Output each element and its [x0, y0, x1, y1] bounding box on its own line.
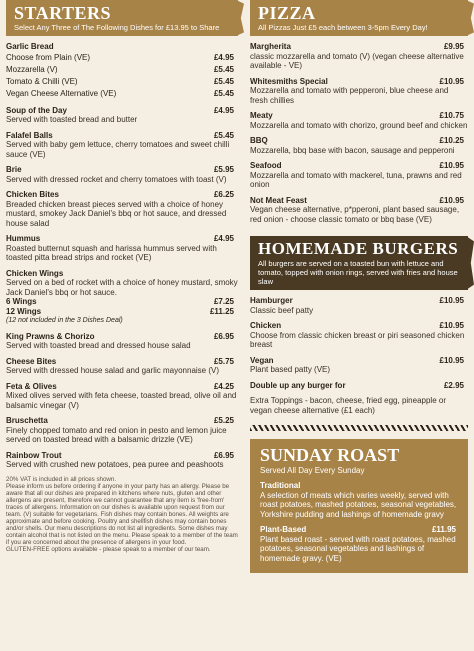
menu-item: [6, 234, 238, 263]
menu-item: [250, 77, 468, 106]
menu-item: [6, 165, 238, 184]
pizza-subtitle: All Pizzas Just £5 each between 3-5pm Every Day!: [258, 23, 428, 32]
item-price: £10.95: [439, 355, 464, 365]
item-price: £9.95: [443, 42, 464, 51]
menu-item: [250, 111, 468, 130]
item-price: £10.75: [439, 111, 464, 120]
item-description: Classic beef patty: [250, 305, 314, 315]
starters-subtitle: Select Any Three of The Following Dishes for £13.95 to Share: [14, 23, 220, 32]
item-price: £6.25: [213, 190, 234, 199]
item-name: Chicken: [250, 321, 282, 330]
option-price: £5.45: [213, 76, 234, 86]
item-description: Served on a bed of rocket with a choice of honey mustard, smoky Jack Daniel's bbq or hot sauce.: [6, 278, 238, 297]
item-name: Hummus: [6, 234, 41, 243]
burgers-subtitle: All burgers are served on a toasted bun with lettuce and tomato, topped with onion rings, served with fries and house slaw: [258, 259, 458, 286]
pizza-banner: [250, 0, 468, 36]
menu-item: [6, 190, 238, 228]
option-price: £5.45: [213, 88, 234, 98]
item-description: Vegan cheese alternative, p*pperoni, plant based sausage, red onion - choose classic tomato or bbq base (VE): [250, 205, 460, 224]
item-description: Plant based roast - served with roast potatoes, mashed potatoes, seasonal vegetables and lashings of homemade gravy. (VE): [260, 534, 456, 563]
item-price: £4.95: [213, 105, 234, 115]
item-description: Choose from classic chicken breast or piri seasoned chicken breast: [250, 330, 465, 349]
sunday-subtitle: Served All Day Every Sunday: [260, 466, 365, 475]
item-description: Served with dressed house salad and garlic mayonnaise (V): [6, 366, 220, 375]
item-price: £5.45: [213, 130, 234, 140]
item-description: Mozzarella and tomato with chorizo, ground beef and chicken: [250, 120, 468, 130]
item-name: Seafood: [250, 161, 282, 170]
sunday-title: SUNDAY ROAST: [260, 445, 400, 465]
zigzag-divider: [250, 425, 468, 431]
item-price: [456, 481, 460, 491]
item-description: classic mozzarella and tomato (V) (vegan cheese alternative available - VE): [250, 51, 464, 70]
item-description: Roasted butternut squash and harissa hummus served with toasted pitta bread strips and rocket (VE): [6, 243, 217, 262]
item-name: Falafel Balls: [6, 130, 53, 140]
menu-item: [6, 131, 238, 160]
item-description: Served with toasted bread and dressed house salad: [6, 341, 191, 350]
item-name: BBQ: [250, 136, 268, 145]
item-price: £5.95: [213, 165, 234, 174]
item-description: Mozzarella and tomato with pepperoni, blue cheese and fresh chillies: [250, 86, 449, 105]
garlic-bread-item: [6, 42, 238, 100]
item-price: £6.95: [213, 331, 234, 341]
gluten-free-note: GLUTEN-FREE options available - please speak to a member of our team.: [6, 545, 211, 553]
left-column: [6, 0, 238, 553]
item-price: £10.95: [439, 195, 464, 205]
chicken-wings-item: [6, 269, 238, 326]
item-description: Breaded chicken breast pieces served with a choice of honey mustard, smokey Jack Daniel's bbq or hot sauce, and dressed house salad: [6, 199, 227, 228]
wings-note: (12 not included in the 3 Dishes Deal): [6, 317, 123, 324]
sunday-roast-panel: [250, 439, 468, 573]
footnotes: [6, 476, 238, 553]
option-row: [6, 52, 238, 64]
option-price: £5.45: [213, 64, 234, 74]
menu-item: [6, 416, 238, 445]
option-price: £7.25: [213, 297, 234, 306]
item-name: Feta & Olives: [6, 381, 57, 391]
burgers-title: HOMEMADE BURGERS: [258, 239, 459, 258]
option-label: Choose from Plain (VE): [6, 52, 91, 62]
double-up-item: [250, 381, 468, 391]
menu-item: [250, 42, 468, 71]
option-label: 12 Wings: [6, 306, 42, 316]
option-label: Vegan Cheese Alternative (VE): [6, 88, 117, 98]
item-name: Vegan: [250, 355, 274, 365]
item-name: Not Meat Feast: [250, 195, 307, 205]
item-name: Chicken Bites: [6, 190, 59, 199]
item-description: Mixed olives served with feta cheese, toasted bread, olive oil and balsamic vinegar (V): [6, 391, 237, 410]
item-price: £5.25: [213, 416, 234, 425]
item-name: Bruschetta: [6, 416, 48, 425]
extras-text: Extra Toppings - bacon, cheese, fried egg, pineapple or vegan cheese alternative (£1 each): [250, 396, 446, 415]
item-price: £11.95: [431, 525, 456, 534]
item-price: £4.95: [213, 234, 234, 243]
item-price: £10.95: [439, 296, 464, 305]
item-name: Whitesmiths Special: [250, 76, 328, 86]
item-description: Served with crushed new potatoes, pea puree and peashoots: [6, 460, 224, 469]
option-row: [6, 76, 238, 88]
option-label: Tomato & Chilli (VE): [6, 76, 78, 86]
menu-item: [250, 296, 468, 315]
right-column: [250, 0, 468, 573]
menu-item: [250, 196, 468, 225]
allergy-note: Please inform us before ordering if anyone in your party has an allergy. Please be aware that all our dishes are prepared in kitchens where nuts, gluten and other allergens are present, therefore we cannot guarantee that any item is 'free-from' traces of allergens. Information on our dishes is available upon request from our team. (V) suitable for vegetarians. Fish dishes may contain bones. All weights are approximate and before cooking. Poultry and shellfish dishes may contain bones and/or shells. Our menu descriptions do not list all ingredients. Some dishes may contain alcohol that is not listed on the menu. Please speak to a member of the team if you are concerned about the presence of allergens in your food.: [6, 482, 238, 546]
burgers-banner: [250, 236, 468, 290]
menu-item: [250, 136, 468, 155]
item-price: £10.25: [439, 136, 464, 145]
starters-title: STARTERS: [14, 3, 112, 23]
menu-item: [260, 481, 460, 519]
item-price: £10.95: [439, 76, 464, 86]
item-name: Traditional: [260, 481, 301, 490]
item-price: £5.75: [213, 356, 234, 366]
menu-item: [6, 332, 238, 351]
option-row: [6, 297, 238, 307]
menu-item: [250, 161, 468, 190]
menu-item: [6, 106, 238, 125]
item-description: Finely chopped tomato and red onion in pesto and lemon juice served on toasted bread with a balsamic drizzle (VE): [6, 425, 227, 444]
item-price: £2.95: [443, 380, 464, 390]
menu-item: [6, 451, 238, 470]
extras-note: [250, 396, 468, 415]
option-row: [6, 307, 238, 317]
item-description: Served with dressed rocket and cherry tomatoes with toast (V): [6, 174, 227, 184]
item-description: Served with baby gem lettuce, cherry tomatoes and sweet chilli sauce (VE): [6, 140, 230, 159]
option-label: Mozzarella (V): [6, 64, 58, 74]
item-name: Plant-Based: [260, 525, 307, 534]
option-label: 6 Wings: [6, 297, 37, 306]
item-name: King Prawns & Chorizo: [6, 331, 95, 341]
menu-item: [6, 382, 238, 411]
option-price: £11.25: [209, 306, 234, 316]
item-price: £10.95: [439, 161, 464, 170]
item-name: Margherita: [250, 42, 291, 51]
item-price: £4.25: [213, 381, 234, 391]
item-description: Plant based patty (VE): [250, 365, 331, 374]
item-description: Mozzarella and tomato with mackerel, tuna, prawns and red onion: [250, 170, 462, 189]
option-row: [6, 64, 238, 76]
menu-item: [260, 525, 460, 563]
item-name: Hamburger: [250, 296, 293, 305]
option-row: [6, 88, 238, 100]
item-description: A selection of meats which varies weekly, served with roast potatoes, mashed potatoes, seasonal vegetables, Yorkshire pudding and lashings of homemade gravy: [260, 490, 457, 519]
item-name: Brie: [6, 165, 22, 174]
item-name: Meaty: [250, 111, 273, 120]
item-name: Chicken Wings: [6, 268, 64, 278]
item-name: Rainbow Trout: [6, 450, 62, 460]
pizza-title: PIZZA: [258, 3, 316, 23]
item-name: Double up any burger for: [250, 380, 346, 390]
menu-item: [6, 357, 238, 376]
vat-note: 20% VAT is included in all prices shown.: [6, 475, 117, 483]
item-name: Cheese Bites: [6, 356, 57, 366]
item-description: Served with toasted bread and butter: [6, 115, 138, 124]
item-price: £6.95: [213, 450, 234, 460]
item-description: Mozzarella, bbq base with bacon, sausage and pepperoni: [250, 145, 455, 155]
item-price: £10.95: [439, 321, 464, 330]
menu-item: [250, 321, 468, 350]
starters-banner: [6, 0, 238, 36]
option-price: £4.95: [213, 52, 234, 62]
item-name: Soup of the Day: [6, 105, 67, 115]
menu-item: [250, 356, 468, 375]
item-name: Garlic Bread: [6, 42, 54, 51]
